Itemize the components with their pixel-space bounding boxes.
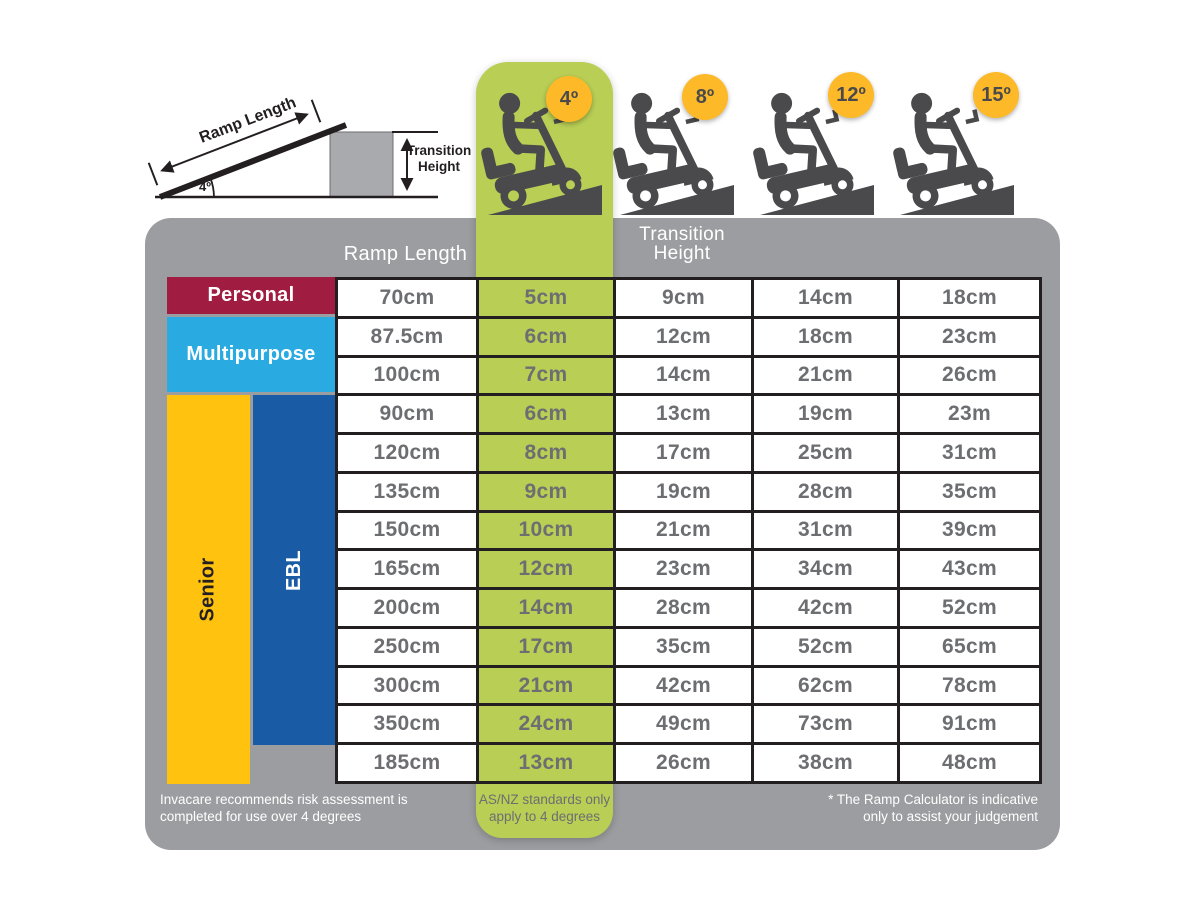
table-cell: 78cm	[900, 668, 1039, 704]
table-cell: 31cm	[900, 435, 1039, 471]
table-cell: 19cm	[616, 474, 751, 510]
table-cell: 43cm	[900, 551, 1039, 587]
table-cell: 19cm	[754, 396, 897, 432]
table-cell: 28cm	[616, 590, 751, 626]
category-personal: Personal	[167, 277, 335, 314]
table-cell: 185cm	[338, 745, 476, 781]
table-cell: 17cm	[616, 435, 751, 471]
table-cell: 13cm	[479, 745, 613, 781]
angle-badge-15deg: 15º	[973, 72, 1019, 118]
table-cell: 48cm	[900, 745, 1039, 781]
table-cell: 8cm	[479, 435, 613, 471]
ramp-table	[335, 277, 1042, 784]
table-cell: 65cm	[900, 629, 1039, 665]
table-cell: 25cm	[754, 435, 897, 471]
table-cell: 28cm	[754, 474, 897, 510]
table-cell: 21cm	[754, 358, 897, 394]
footnote-asnz-standards: AS/NZ standards only apply to 4 degrees	[478, 792, 611, 824]
table-cell: 73cm	[754, 706, 897, 742]
transition-block	[330, 132, 393, 197]
table-cell: 91cm	[900, 706, 1039, 742]
table-cell: 42cm	[616, 668, 751, 704]
table-cell: 17cm	[479, 629, 613, 665]
table-cell: 49cm	[616, 706, 751, 742]
table-cell: 350cm	[338, 706, 476, 742]
angle-badge-8deg: 8º	[682, 74, 728, 120]
table-cell: 21cm	[479, 668, 613, 704]
table-cell: 5cm	[479, 280, 613, 316]
category-multipurpose: Multipurpose	[167, 317, 335, 392]
table-cell: 250cm	[338, 629, 476, 665]
table-cell: 23cm	[616, 551, 751, 587]
table-cell: 150cm	[338, 513, 476, 549]
table-cell: 26cm	[900, 358, 1039, 394]
table-cell: 165cm	[338, 551, 476, 587]
table-header-transition-height: Transition Height	[639, 224, 725, 264]
category-senior: Senior	[167, 395, 250, 784]
table-cell: 23m	[900, 396, 1039, 432]
angle-badge-12deg: 12º	[828, 72, 874, 118]
table-cell: 35cm	[616, 629, 751, 665]
table-cell: 52cm	[900, 590, 1039, 626]
ramp-angle-label: 4º	[199, 179, 211, 194]
table-cell: 34cm	[754, 551, 897, 587]
table-cell: 12cm	[479, 551, 613, 587]
table-cell: 135cm	[338, 474, 476, 510]
table-cell: 13cm	[616, 396, 751, 432]
table-cell: 38cm	[754, 745, 897, 781]
table-cell: 70cm	[338, 280, 476, 316]
table-cell: 24cm	[479, 706, 613, 742]
table-cell: 9cm	[479, 474, 613, 510]
table-cell: 12cm	[616, 319, 751, 355]
table-cell: 35cm	[900, 474, 1039, 510]
table-header-ramp-length: Ramp Length	[343, 243, 468, 265]
footnote-indicative: * The Ramp Calculator is indicative only to assist your judgement	[828, 792, 1038, 824]
table-cell: 26cm	[616, 745, 751, 781]
table-cell: 90cm	[338, 396, 476, 432]
table-cell: 10cm	[479, 513, 613, 549]
table-cell: 52cm	[754, 629, 897, 665]
table-cell: 31cm	[754, 513, 897, 549]
table-cell: 62cm	[754, 668, 897, 704]
table-cell: 300cm	[338, 668, 476, 704]
table-cell: 14cm	[479, 590, 613, 626]
table-cell: 23cm	[900, 319, 1039, 355]
table-cell: 87.5cm	[338, 319, 476, 355]
transition-height-dimension-label: Transition Height	[406, 143, 472, 174]
table-cell: 18cm	[900, 280, 1039, 316]
table-cell: 200cm	[338, 590, 476, 626]
table-cell: 7cm	[479, 358, 613, 394]
ramp-length-dimension-label: Ramp Length	[197, 94, 299, 147]
table-cell: 100cm	[338, 358, 476, 394]
table-cell: 39cm	[900, 513, 1039, 549]
table-cell: 42cm	[754, 590, 897, 626]
table-cell: 14cm	[616, 358, 751, 394]
table-cell: 9cm	[616, 280, 751, 316]
table-cell: 14cm	[754, 280, 897, 316]
table-cell: 18cm	[754, 319, 897, 355]
table-cell: 6cm	[479, 319, 613, 355]
category-ebl: EBL	[253, 395, 335, 745]
table-cell: 21cm	[616, 513, 751, 549]
footnote-risk-assessment: Invacare recommends risk assessment is completed for use over 4 degrees	[160, 792, 408, 824]
angle-badge-4deg: 4º	[546, 76, 592, 122]
table-cell: 6cm	[479, 396, 613, 432]
table-cell: 120cm	[338, 435, 476, 471]
